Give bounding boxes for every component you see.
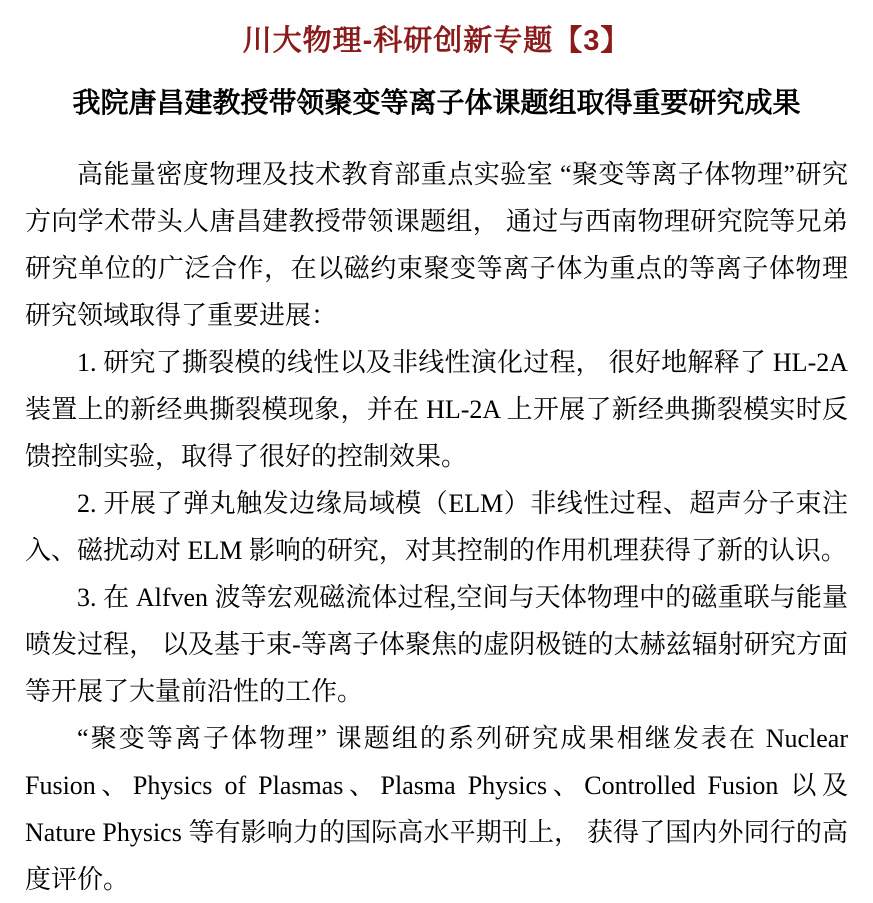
body-paragraph-item-1: 1. 研究了撕裂模的线性以及非线性演化过程， 很好地解释了 HL-2A 装置上的新经典撕裂模现象，并在 HL-2A 上开展了新经典撕裂模实时反馈控制实验，取得了很好的控制效果。 [25, 348, 848, 471]
body-paragraph-intro: 高能量密度物理及技术教育部重点实验室 “聚变等离子体物理”研究方向学术带头人唐昌建教授带领课题组， 通过与西南物理研究院等兄弟研究单位的广泛合作，在以磁约束聚变等离子体为重点的等离子体物理研究领域取得了重要进展： [25, 160, 848, 330]
article-title: 我院唐昌建教授带领聚变等离子体课题组取得重要研究成果 [72, 87, 801, 118]
article-body [25, 151, 848, 903]
body-paragraph-item-2: 2. 开展了弹丸触发边缘局域模（ELM）非线性过程、超声分子束注入、磁扰动对 ELM 影响的研究，对其控制的作用机理获得了新的认识。 [25, 489, 848, 565]
series-title: 川大物理-科研创新专题【3】 [242, 25, 631, 57]
body-paragraph-conclusion: “聚变等离子体物理” 课题组的系列研究成果相继发表在 Nuclear Fusion、Physics of Plasmas、Plasma Physics、Controlled Fusion 以及 Nature Physics 等有影响力的国际高水平期刊上， 获得了国内外同行的高度评价。 [25, 724, 848, 894]
body-paragraph-item-3: 3. 在 Alfven 波等宏观磁流体过程,空间与天体物理中的磁重联与能量喷发过程， 以及基于束-等离子体聚焦的虚阴极链的太赫兹辐射研究方面等开展了大量前沿性的工作。 [25, 583, 848, 706]
